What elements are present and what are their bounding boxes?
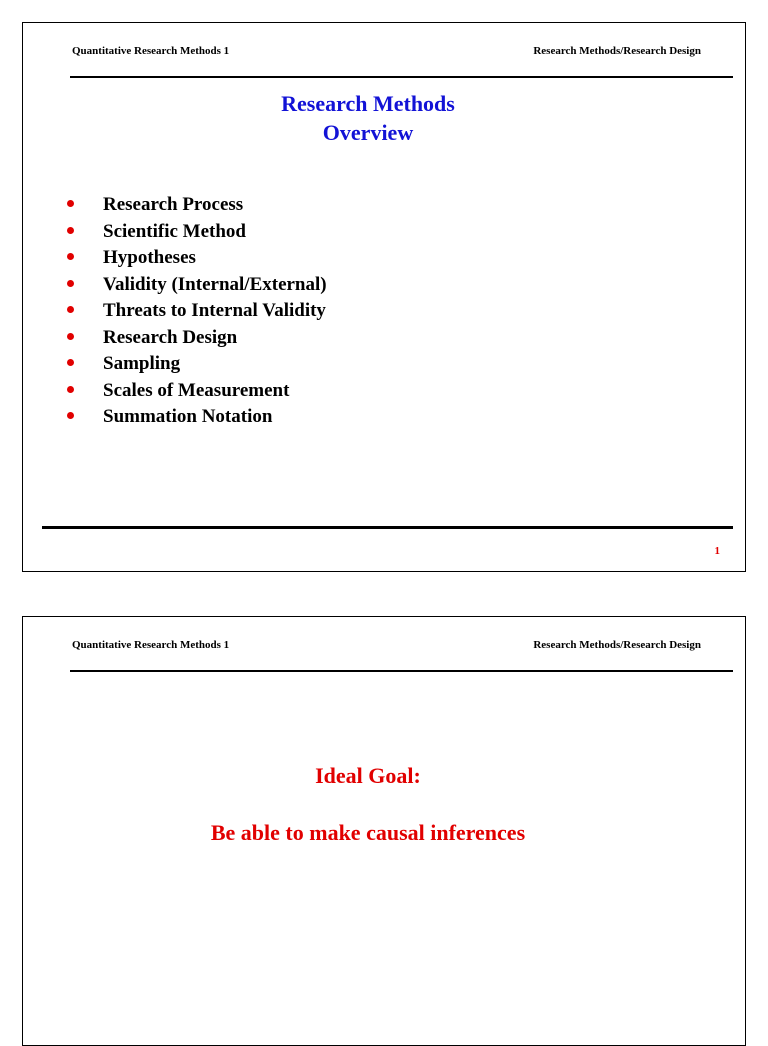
- bullet-text: Research Process: [103, 194, 244, 215]
- bullet-icon: [67, 359, 74, 366]
- page-number: 1: [714, 545, 720, 557]
- bullet-item: [67, 404, 327, 431]
- slide-1: [22, 22, 746, 572]
- overview-bullet-list: [67, 192, 327, 431]
- header-divider: [70, 76, 733, 78]
- slide-2: [22, 616, 746, 1046]
- bullet-text: Sampling: [103, 353, 181, 374]
- bullet-icon: [67, 227, 74, 234]
- bullet-text: Hypotheses: [103, 247, 196, 268]
- bullet-text: Threats to Internal Validity: [103, 300, 326, 321]
- header-divider: [70, 670, 733, 672]
- bullet-item: [67, 378, 327, 405]
- bullet-item: [67, 245, 327, 272]
- bullet-text: Summation Notation: [103, 406, 273, 427]
- slide-header-course: Quantitative Research Methods 1: [72, 45, 230, 57]
- goal-statement: Be able to make causal inferences: [210, 820, 526, 845]
- goal-heading: Ideal Goal:: [315, 763, 421, 788]
- bullet-icon: [67, 412, 74, 419]
- footer-divider: [42, 526, 733, 529]
- slide-header-topic: Research Methods/Research Design: [533, 639, 701, 651]
- bullet-item: [67, 272, 327, 299]
- bullet-icon: [67, 280, 74, 287]
- bullet-item: [67, 219, 327, 246]
- slide-title-line-1: Research Methods: [281, 91, 455, 116]
- bullet-text: Scales of Measurement: [103, 379, 290, 401]
- slide-header-course: Quantitative Research Methods 1: [72, 639, 230, 651]
- bullet-icon: [67, 253, 74, 260]
- bullet-text: Research Design: [103, 326, 238, 348]
- bullet-text: Validity (Internal/External): [103, 273, 327, 295]
- slide-title-line-2: Overview: [322, 120, 414, 145]
- slide-title: [23, 89, 713, 147]
- bullet-icon: [67, 386, 74, 393]
- slide-header-topic: Research Methods/Research Design: [533, 45, 701, 57]
- bullet-icon: [67, 333, 74, 340]
- bullet-icon: [67, 306, 74, 313]
- bullet-item: [67, 298, 327, 325]
- bullet-icon: [67, 200, 74, 207]
- bullet-text: Scientific Method: [103, 220, 247, 242]
- bullet-item: [67, 325, 327, 352]
- bullet-item: [67, 192, 327, 219]
- bullet-item: [67, 351, 327, 378]
